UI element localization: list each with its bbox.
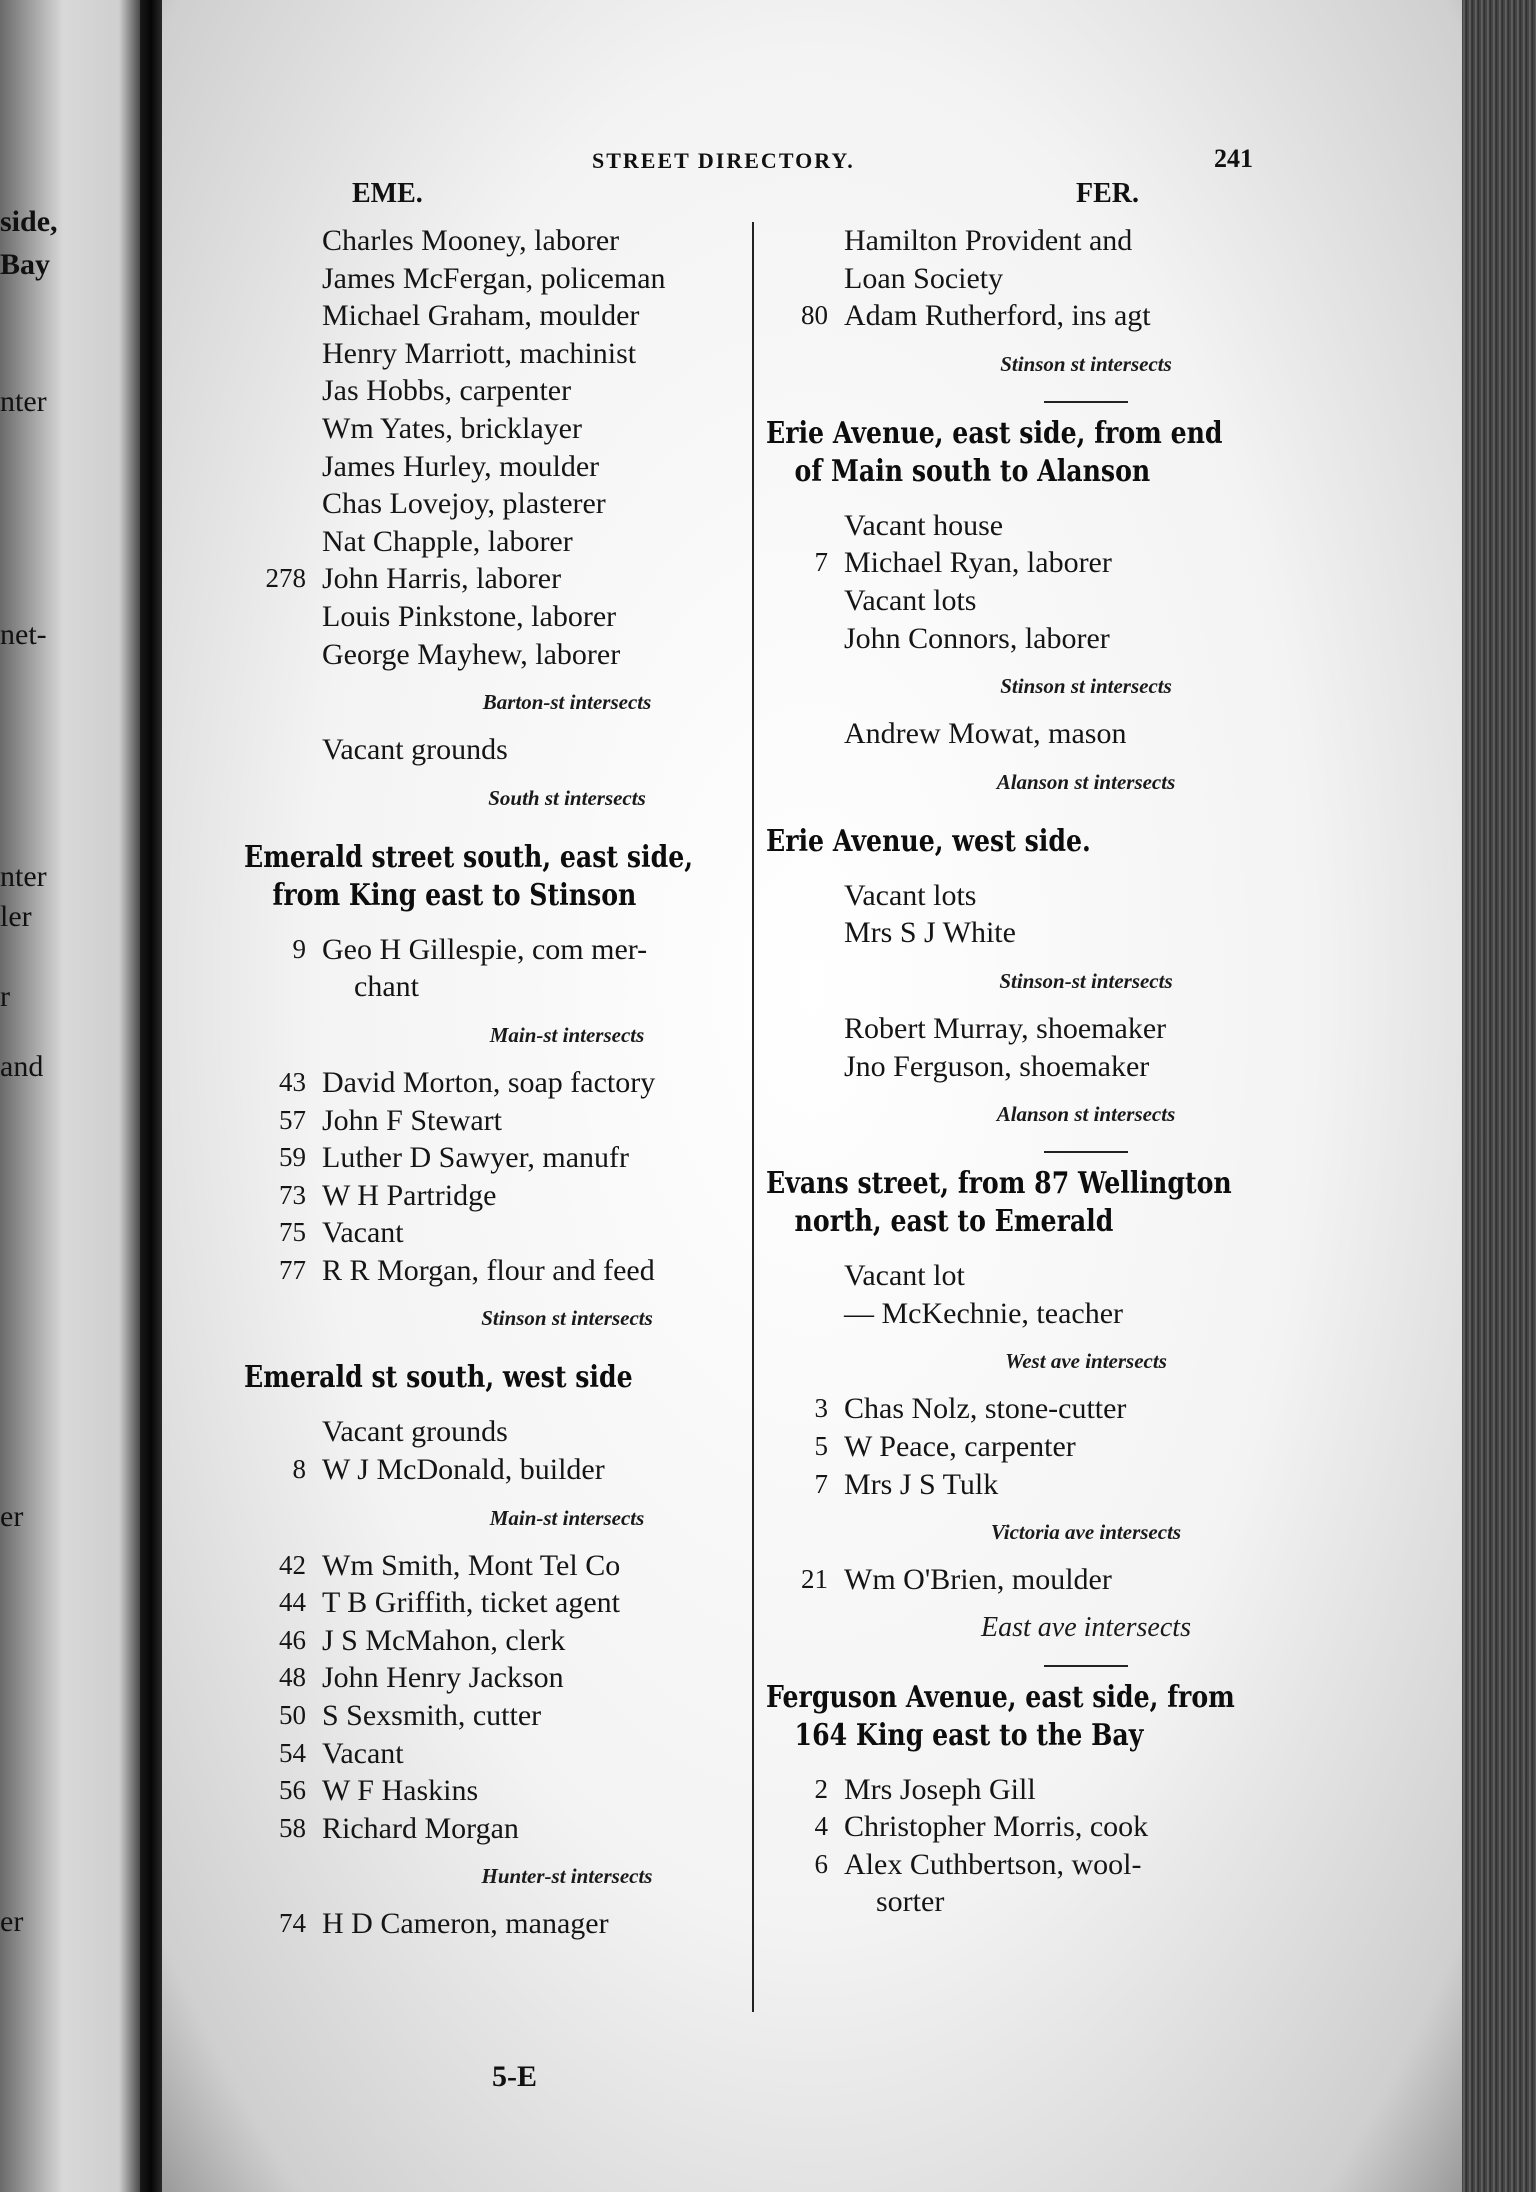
column-divider xyxy=(752,222,754,2012)
street-heading-line: Ferguson Avenue, east side, from xyxy=(766,1679,1235,1715)
directory-entry xyxy=(766,222,1406,260)
intersection-note: Alanson st intersects xyxy=(996,1102,1176,1127)
street-heading-line: north, east to Emerald xyxy=(794,1204,1114,1240)
resident-name: Vacant house xyxy=(844,508,1004,542)
resident-name: Jno Ferguson, shoemaker xyxy=(844,1049,1150,1083)
facing-page-fragment: and xyxy=(0,1050,44,1083)
house-number: 57 xyxy=(279,1104,306,1135)
resident-name: Vacant lot xyxy=(844,1259,965,1293)
intersection-note: Hunter-st intersects xyxy=(481,1864,653,1889)
directory-entry xyxy=(766,877,1406,915)
resident-name: John Connors, laborer xyxy=(844,621,1110,655)
guide-word-left: EME. xyxy=(352,178,423,209)
house-number: 54 xyxy=(279,1737,306,1768)
house-number: 6 xyxy=(814,1848,828,1879)
resident-name: Mrs J S Tulk xyxy=(844,1467,999,1501)
house-number: 56 xyxy=(279,1775,306,1806)
directory-entry xyxy=(766,715,1406,753)
house-number: 58 xyxy=(279,1812,306,1843)
street-heading xyxy=(766,1679,1411,1755)
directory-entry xyxy=(766,1771,1406,1809)
street-heading-line: Emerald st south, west side xyxy=(244,1360,633,1396)
resident-name: Alex Cuthbertson, wool- xyxy=(844,1847,1142,1881)
directory-page xyxy=(162,0,1462,2192)
resident-name: W Peace, carpenter xyxy=(844,1429,1076,1463)
resident-name: Vacant lots xyxy=(844,583,977,617)
intersection-note: Stinson st intersects xyxy=(1000,351,1172,376)
resident-name: Geo H Gillespie, com mer- xyxy=(322,932,648,966)
section-rule xyxy=(1044,401,1128,403)
house-number: 59 xyxy=(279,1142,306,1173)
directory-entry xyxy=(766,1846,1406,1884)
facing-page-fragment: nter xyxy=(0,860,47,893)
resident-name: George Mayhew, laborer xyxy=(322,637,621,671)
directory-entry xyxy=(766,914,1406,952)
resident-name: Vacant lots xyxy=(844,878,977,912)
house-number: 44 xyxy=(279,1587,306,1618)
directory-entry xyxy=(766,297,1406,335)
guide-word-right: FER. xyxy=(1076,178,1139,209)
resident-name: H D Cameron, manager xyxy=(322,1907,609,1941)
intersection-note: Main-st intersects xyxy=(489,1022,645,1047)
intersection-note: East ave intersects xyxy=(981,1611,1191,1643)
resident-name: T B Griffith, ticket agent xyxy=(322,1586,620,1620)
house-number: 46 xyxy=(279,1624,306,1655)
house-number: 21 xyxy=(801,1564,828,1595)
street-heading xyxy=(766,823,1411,861)
section-rule xyxy=(1044,1151,1128,1153)
resident-name: J S McMahon, clerk xyxy=(322,1623,566,1657)
resident-name: Robert Murray, shoemaker xyxy=(844,1011,1167,1045)
resident-name: John Henry Jackson xyxy=(322,1661,564,1695)
resident-name: S Sexsmith, cutter xyxy=(322,1699,542,1733)
directory-entry xyxy=(766,544,1406,582)
directory-entry xyxy=(766,620,1406,658)
street-heading xyxy=(766,415,1411,491)
resident-name: Charles Mooney, laborer xyxy=(322,224,620,257)
street-heading-line: Erie Avenue, west side. xyxy=(766,823,1091,859)
resident-name: Chas Nolz, stone-cutter xyxy=(844,1392,1127,1426)
house-number: 75 xyxy=(279,1217,306,1248)
resident-name: Christopher Morris, cook xyxy=(844,1810,1149,1844)
directory-entry xyxy=(766,260,1406,298)
intersection-note: Stinson st intersects xyxy=(1000,674,1172,699)
resident-name: R R Morgan, flour and feed xyxy=(322,1253,655,1287)
facing-page-fragment: side, xyxy=(0,205,58,238)
house-number: 8 xyxy=(292,1454,306,1485)
directory-entry xyxy=(766,1048,1406,1086)
resident-name: Luther D Sawyer, manufr xyxy=(322,1141,630,1175)
house-number: 80 xyxy=(801,300,828,331)
intersection-note: Stinson st intersects xyxy=(481,1306,653,1331)
resident-name: Andrew Mowat, mason xyxy=(844,717,1127,751)
resident-name: Louis Pinkstone, laborer xyxy=(322,599,617,633)
resident-name: — McKechnie, teacher xyxy=(844,1296,1124,1330)
resident-name: John F Stewart xyxy=(322,1103,502,1137)
resident-name: John Harris, laborer xyxy=(322,562,562,596)
resident-name: W H Partridge xyxy=(322,1178,497,1212)
house-number: 7 xyxy=(814,1468,828,1499)
directory-entry xyxy=(766,1295,1406,1333)
facing-page-fragment: r xyxy=(0,980,10,1013)
resident-name: Wm Smith, Mont Tel Co xyxy=(322,1548,621,1582)
house-number: 77 xyxy=(279,1254,306,1285)
street-heading xyxy=(766,1165,1411,1241)
page-number: 241 xyxy=(1214,144,1253,173)
resident-name: Adam Rutherford, ins agt xyxy=(844,299,1151,333)
section-rule xyxy=(1044,1665,1128,1667)
facing-page-fragment: net- xyxy=(0,618,47,651)
house-number: 42 xyxy=(279,1549,306,1580)
resident-name: Loan Society xyxy=(844,261,1004,295)
directory-entry xyxy=(766,1466,1406,1504)
resident-name: Nat Chapple, laborer xyxy=(322,524,573,558)
directory-entry xyxy=(766,582,1406,620)
resident-name: W J McDonald, builder xyxy=(322,1453,605,1487)
intersection-note: Main-st intersects xyxy=(489,1505,645,1530)
intersection-note: Alanson st intersects xyxy=(996,769,1176,794)
resident-name: Jas Hobbs, carpenter xyxy=(322,374,572,408)
resident-name: Michael Ryan, laborer xyxy=(844,546,1112,580)
facing-page-fragment: er xyxy=(0,1905,24,1938)
resident-name: Michael Graham, moulder xyxy=(322,299,640,333)
house-number: 3 xyxy=(814,1393,828,1424)
facing-page-fragment: er xyxy=(0,1500,24,1533)
directory-entry xyxy=(766,1257,1406,1295)
house-number: 9 xyxy=(292,933,306,964)
house-number: 48 xyxy=(279,1662,306,1693)
house-number: 4 xyxy=(814,1811,828,1842)
resident-name: Mrs S J White xyxy=(844,916,1016,950)
intersection-note: Stinson-st intersects xyxy=(999,968,1173,993)
street-heading-line: Erie Avenue, east side, from end xyxy=(766,415,1223,451)
house-number: 50 xyxy=(279,1700,306,1731)
directory-entry xyxy=(766,1428,1406,1466)
resident-name: Vacant grounds xyxy=(322,733,508,767)
intersection-note: Barton-st intersects xyxy=(482,690,652,715)
intersection-note: South st intersects xyxy=(488,785,646,810)
street-heading-line: 164 King east to the Bay xyxy=(794,1717,1144,1753)
facing-page-edge xyxy=(0,0,140,2192)
resident-name: David Morton, soap factory xyxy=(322,1065,656,1099)
resident-name: Mrs Joseph Gill xyxy=(844,1772,1036,1806)
facing-page-fragment: nter xyxy=(0,385,47,418)
directory-entry xyxy=(766,1883,1406,1921)
directory-entry xyxy=(766,1561,1406,1599)
resident-name: James Hurley, moulder xyxy=(322,449,600,483)
house-number: 5 xyxy=(814,1430,828,1461)
house-number: 7 xyxy=(814,547,828,578)
intersection-note: West ave intersects xyxy=(1005,1349,1167,1374)
resident-name: Richard Morgan xyxy=(322,1811,519,1845)
intersection-note: Victoria ave intersects xyxy=(990,1520,1182,1545)
street-heading-line: from King east to Stinson xyxy=(272,877,637,913)
resident-name: James McFergan, policeman xyxy=(322,261,666,295)
resident-name: Wm O'Brien, moulder xyxy=(844,1563,1112,1597)
running-head: STREET DIRECTORY. xyxy=(592,148,855,173)
directory-entry xyxy=(766,1808,1406,1846)
house-number: 43 xyxy=(279,1066,306,1097)
resident-name: Henry Marriott, machinist xyxy=(322,336,637,370)
resident-name: W F Haskins xyxy=(322,1774,479,1808)
directory-entry xyxy=(766,1010,1406,1048)
resident-name: Vacant xyxy=(322,1736,404,1770)
resident-name: sorter xyxy=(876,1885,945,1919)
street-heading-line: Evans street, from 87 Wellington xyxy=(766,1166,1232,1202)
house-number: 74 xyxy=(279,1908,306,1939)
resident-name: Chas Lovejoy, plasterer xyxy=(322,487,606,521)
resident-name: Vacant grounds xyxy=(322,1415,508,1449)
facing-page-fragment: Bay xyxy=(0,248,51,281)
directory-entry xyxy=(766,507,1406,545)
signature-mark: 5-E xyxy=(492,2060,537,2093)
street-heading-line: Emerald street south, east side, xyxy=(244,839,694,875)
book-gutter xyxy=(140,0,162,2192)
facing-page-fragment: ler xyxy=(0,900,32,933)
resident-name: Vacant xyxy=(322,1216,404,1250)
street-heading-line: of Main south to Alanson xyxy=(794,453,1151,489)
house-number: 73 xyxy=(279,1179,306,1210)
resident-name: Wm Yates, bricklayer xyxy=(322,411,582,445)
resident-name: Hamilton Provident and xyxy=(844,224,1133,257)
house-number: 2 xyxy=(814,1773,828,1804)
right-column xyxy=(766,222,1406,1921)
directory-entry xyxy=(766,1390,1406,1428)
house-number: 278 xyxy=(265,563,306,594)
resident-name: chant xyxy=(354,970,419,1004)
page-stack-edge xyxy=(1462,0,1536,2192)
